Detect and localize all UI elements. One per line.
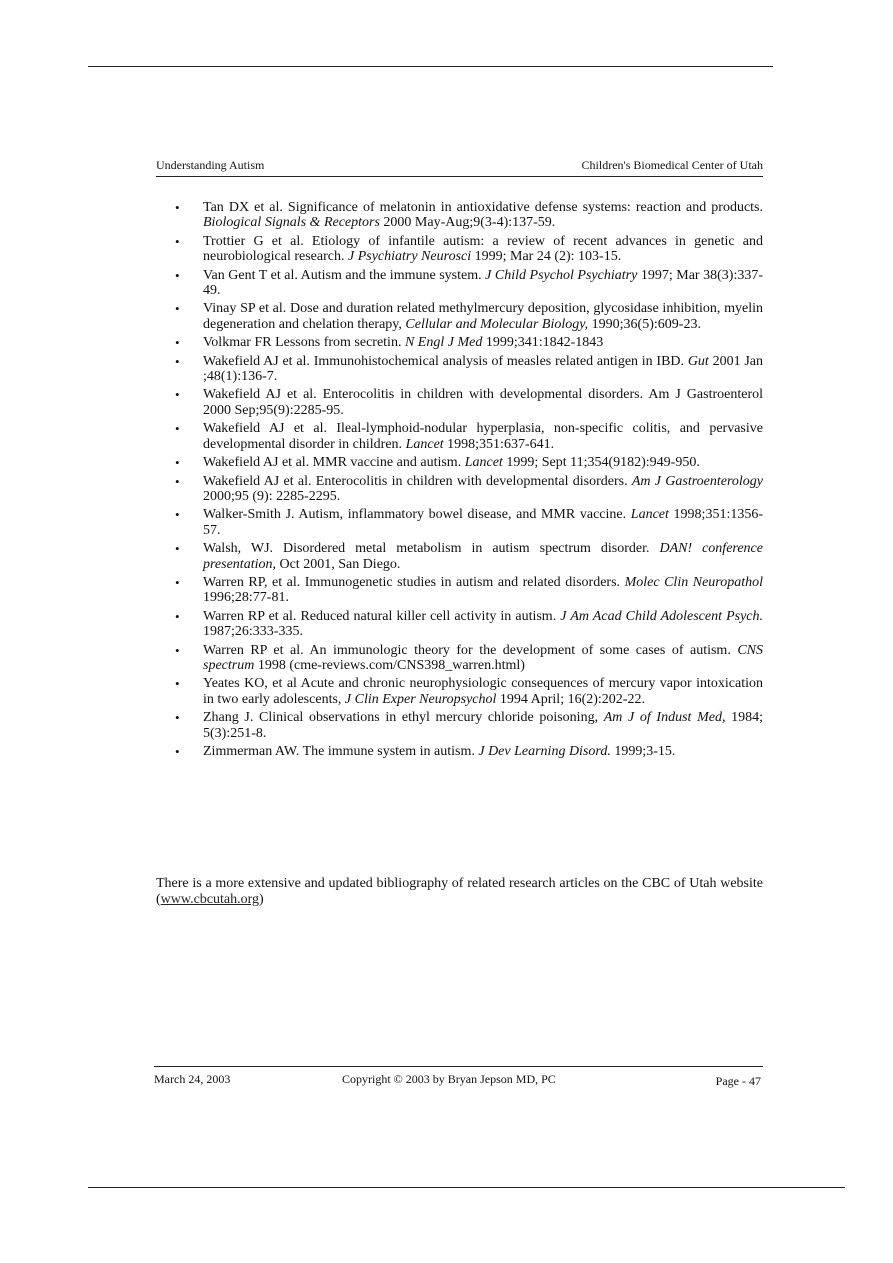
footer-copyright: Copyright © 2003 by Bryan Jepson MD, PC xyxy=(342,1072,556,1086)
reference-journal: Cellular and Molecular Biology, xyxy=(405,316,589,332)
reference-journal: J Dev Learning Disord. xyxy=(478,744,611,759)
bullet-icon: • xyxy=(175,710,180,726)
reference-text: Wakefield AJ et al. Enterocolitis in children with developmental disorders. Am J Gastroenterol 2000 Sep;95(9):2285-95. xyxy=(203,387,763,418)
reference-item xyxy=(156,507,763,538)
reference-text: Vinay SP et al. Dose and duration related methylmercury deposition, glycosidase inhibition, myelin degeneration and chelation therapy, xyxy=(203,301,763,332)
running-header xyxy=(156,158,763,177)
reference-text: Van Gent T et al. Autism and the immune system. xyxy=(203,267,486,283)
bullet-icon: • xyxy=(175,301,180,317)
bullet-icon: • xyxy=(175,642,180,658)
reference-text: Wakefield AJ et al. MMR vaccine and autism. xyxy=(203,455,465,471)
page-footer xyxy=(154,1066,763,1091)
reference-journal: Gut xyxy=(687,353,709,369)
reference-journal: Lancet xyxy=(405,436,444,452)
footer-date: March 24, 2003 xyxy=(154,1072,231,1086)
reference-item xyxy=(156,744,763,759)
reference-journal: Lancet xyxy=(630,507,669,523)
bullet-icon: • xyxy=(175,574,180,590)
bullet-icon: • xyxy=(175,455,180,471)
reference-journal: Lancet xyxy=(464,455,503,471)
reference-item xyxy=(156,268,763,299)
reference-item xyxy=(156,575,763,606)
reference-citation: 1987;26:333-335. xyxy=(203,624,303,640)
reference-text: Warren RP et al. Reduced natural killer cell activity in autism. xyxy=(203,608,561,624)
reference-journal: CNS spectrum xyxy=(203,642,763,673)
top-page-rule xyxy=(88,66,773,67)
reference-journal: Am J of Indust Med, xyxy=(603,710,726,726)
reference-citation: 2001 Jan ;48(1):136-7. xyxy=(203,353,763,385)
reference-citation: 1998;351:1356-57. xyxy=(203,507,763,538)
reference-citation: 1997; Mar 38(3):337-49. xyxy=(203,267,763,299)
reference-text: Wakefield AJ et al. Ileal-lymphoid-nodular hyperplasia, non-specific colitis, and pervasive developmental disorder in children. xyxy=(203,421,763,452)
reference-text: Zhang J. Clinical observations in ethyl mercury chloride poisoning, xyxy=(203,710,604,726)
bullet-icon: • xyxy=(175,541,180,557)
reference-citation: 1999;341:1842-1843 xyxy=(482,335,604,351)
header-title: Understanding Autism xyxy=(156,158,265,172)
reference-text: Tan DX et al. Significance of melatonin in antioxidative defense systems: reaction and products. xyxy=(203,200,763,215)
bottom-page-rule xyxy=(88,1187,845,1188)
reference-text: Walsh, WJ. Disordered metal metabolism in autism spectrum disorder. xyxy=(203,541,660,557)
reference-citation: 1990;36(5):609-23. xyxy=(588,316,701,332)
reference-citation: 2000 May-Aug;9(3-4):137-59. xyxy=(379,215,556,231)
reference-list xyxy=(156,200,763,762)
bullet-icon: • xyxy=(175,267,180,283)
website-link[interactable]: www.cbcutah.org xyxy=(160,892,260,907)
reference-item xyxy=(156,200,763,231)
reference-item xyxy=(156,643,763,674)
reference-text: Wakefield AJ et al. Immunohistochemical analysis of measles related antigen in IBD. xyxy=(203,353,688,369)
reference-citation: 1984; 5(3):251-8. xyxy=(203,710,763,741)
reference-text: Volkmar FR Lessons from secretin. xyxy=(203,335,405,351)
closing-after: ) xyxy=(259,892,264,907)
reference-item xyxy=(156,387,763,418)
bullet-icon: • xyxy=(175,353,180,369)
reference-journal: J Clin Exper Neuropsychol xyxy=(344,691,497,707)
header-organization: Children's Biomedical Center of Utah xyxy=(581,158,763,172)
bullet-icon: • xyxy=(175,507,180,523)
reference-journal: Am J Gastroenterology xyxy=(631,473,763,489)
bullet-icon: • xyxy=(175,200,180,215)
closing-paragraph xyxy=(156,876,763,908)
reference-citation: 1999; Sept 11;354(9182):949-950. xyxy=(502,455,700,471)
reference-text: Warren RP et al. An immunologic theory for the development of some cases of autism. xyxy=(203,642,738,658)
reference-citation: 1996;28:77-81. xyxy=(203,590,289,606)
reference-item xyxy=(156,335,763,350)
bullet-icon: • xyxy=(175,473,180,489)
reference-item xyxy=(156,676,763,707)
reference-text: Wakefield AJ et al. Enterocolitis in children with developmental disorders. xyxy=(203,473,632,489)
reference-item xyxy=(156,234,763,265)
reference-text: Trottier G et al. Etiology of infantile autism: a review of recent advances in genetic and neurobiological research. xyxy=(203,233,763,265)
bullet-icon: • xyxy=(175,233,180,249)
reference-text: Yeates KO, et al Acute and chronic neurophysiologic consequences of mercury vapor intoxication in two early adolescents, xyxy=(203,676,763,707)
closing-text: There is a more extensive and updated bibliography of related research articles on the CBC of Utah website ( xyxy=(156,876,763,907)
reference-item xyxy=(156,354,763,385)
bullet-icon: • xyxy=(175,676,180,692)
bullet-icon: • xyxy=(175,387,180,403)
reference-text: Warren RP, et al. Immunogenetic studies in autism and related disorders. xyxy=(203,574,625,590)
reference-item xyxy=(156,541,763,572)
reference-citation: 1994 April; 16(2):202-22. xyxy=(496,691,645,707)
reference-citation: 1999;3-15. xyxy=(610,744,676,759)
footer-page-number: Page - 47 xyxy=(715,1074,761,1088)
reference-journal: Molec Clin Neuropathol xyxy=(624,574,763,590)
reference-journal: J Child Psychol Psychiatry xyxy=(485,267,638,283)
reference-item xyxy=(156,474,763,505)
reference-item xyxy=(156,455,763,470)
reference-citation: 1999; Mar 24 (2): 103-15. xyxy=(471,249,622,265)
reference-text: Walker-Smith J. Autism, inflammatory bowel disease, and MMR vaccine. xyxy=(203,507,631,523)
reference-citation: Oct 2001, San Diego. xyxy=(275,556,401,572)
reference-citation: 1998 (cme-reviews.com/CNS398_warren.html) xyxy=(254,657,525,673)
bullet-icon: • xyxy=(175,744,180,759)
reference-citation: 1998;351:637-641. xyxy=(443,436,555,452)
reference-journal: N Engl J Med xyxy=(404,335,483,351)
reference-item xyxy=(156,301,763,332)
bullet-icon: • xyxy=(175,335,180,351)
reference-text: Zimmerman AW. The immune system in autism. xyxy=(203,744,479,759)
reference-journal: DAN! conference presentation, xyxy=(203,541,763,572)
reference-item xyxy=(156,421,763,452)
bullet-icon: • xyxy=(175,608,180,624)
reference-journal: J Psychiatry Neurosci xyxy=(348,249,472,265)
reference-journal: Biological Signals & Receptors xyxy=(203,215,380,231)
bullet-icon: • xyxy=(175,421,180,437)
reference-item xyxy=(156,710,763,741)
reference-item xyxy=(156,609,763,640)
reference-citation: 2000;95 (9): 2285-2295. xyxy=(203,488,341,504)
reference-journal: J Am Acad Child Adolescent Psych. xyxy=(560,608,763,624)
